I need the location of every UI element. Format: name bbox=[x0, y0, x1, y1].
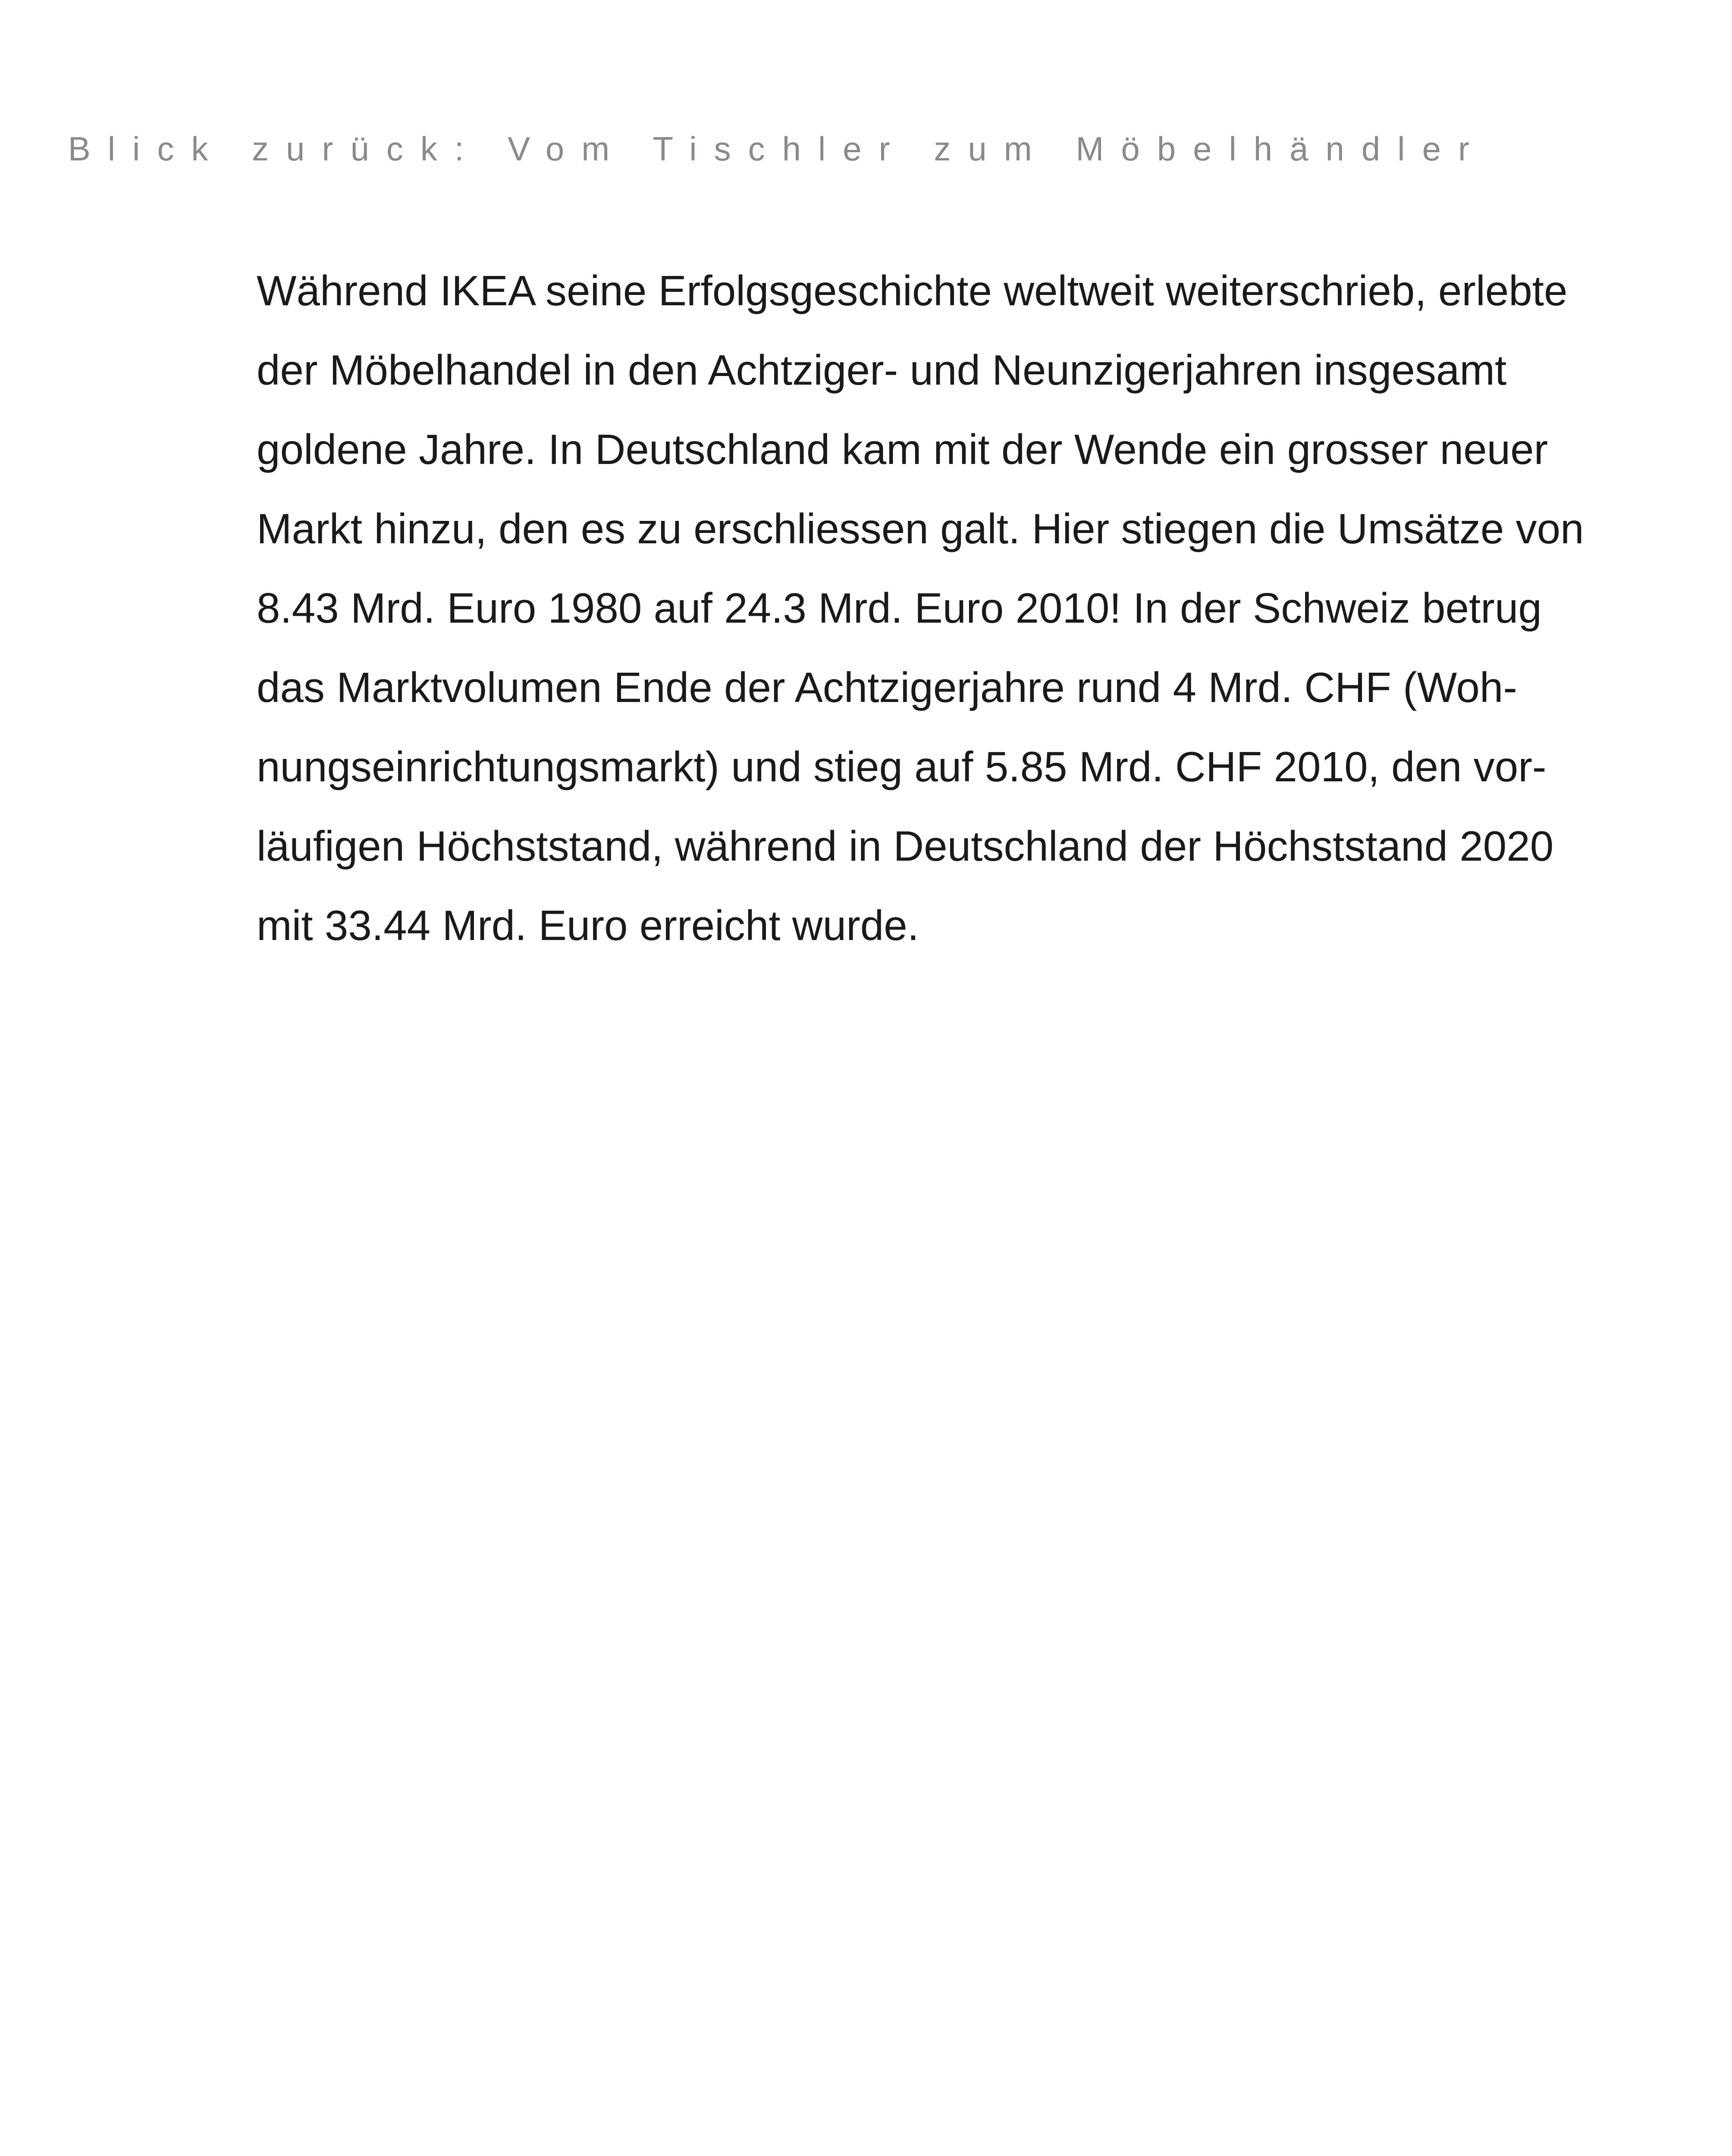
paragraph-line: Während IKEA seine Erfolgsgeschichte weltweit weiterschrieb, erlebte bbox=[257, 267, 1568, 314]
paragraph-line: das Marktvolumen Ende der Achtzigerjahre rund 4 Mrd. CHF (Woh- bbox=[257, 664, 1518, 711]
paragraph-line: goldene Jahre. In Deutschland kam mit der Wende ein grosser neuer bbox=[257, 426, 1548, 473]
paragraph-line: Markt hinzu, den es zu erschliessen galt. Hier stiegen die Umsätze von bbox=[257, 505, 1584, 552]
paragraph-line: läufigen Höchststand, während in Deutschland der Höchststand 2020 bbox=[257, 822, 1554, 870]
paragraph-line: der Möbelhandel in den Achtziger- und Neunzigerjahren insgesamt bbox=[257, 346, 1507, 394]
running-header: Blick zurück: Vom Tischler zum Möbelhändler bbox=[68, 130, 1487, 168]
body-paragraph bbox=[257, 251, 1584, 965]
paragraph-line: mit 33.44 Mrd. Euro erreicht wurde. bbox=[257, 902, 919, 949]
paragraph-line: nungseinrichtungsmarkt) und stieg auf 5.85 Mrd. CHF 2010, den vor- bbox=[257, 743, 1547, 790]
paragraph-line: 8.43 Mrd. Euro 1980 auf 24.3 Mrd. Euro 2010! In der Schweiz betrug bbox=[257, 584, 1542, 632]
